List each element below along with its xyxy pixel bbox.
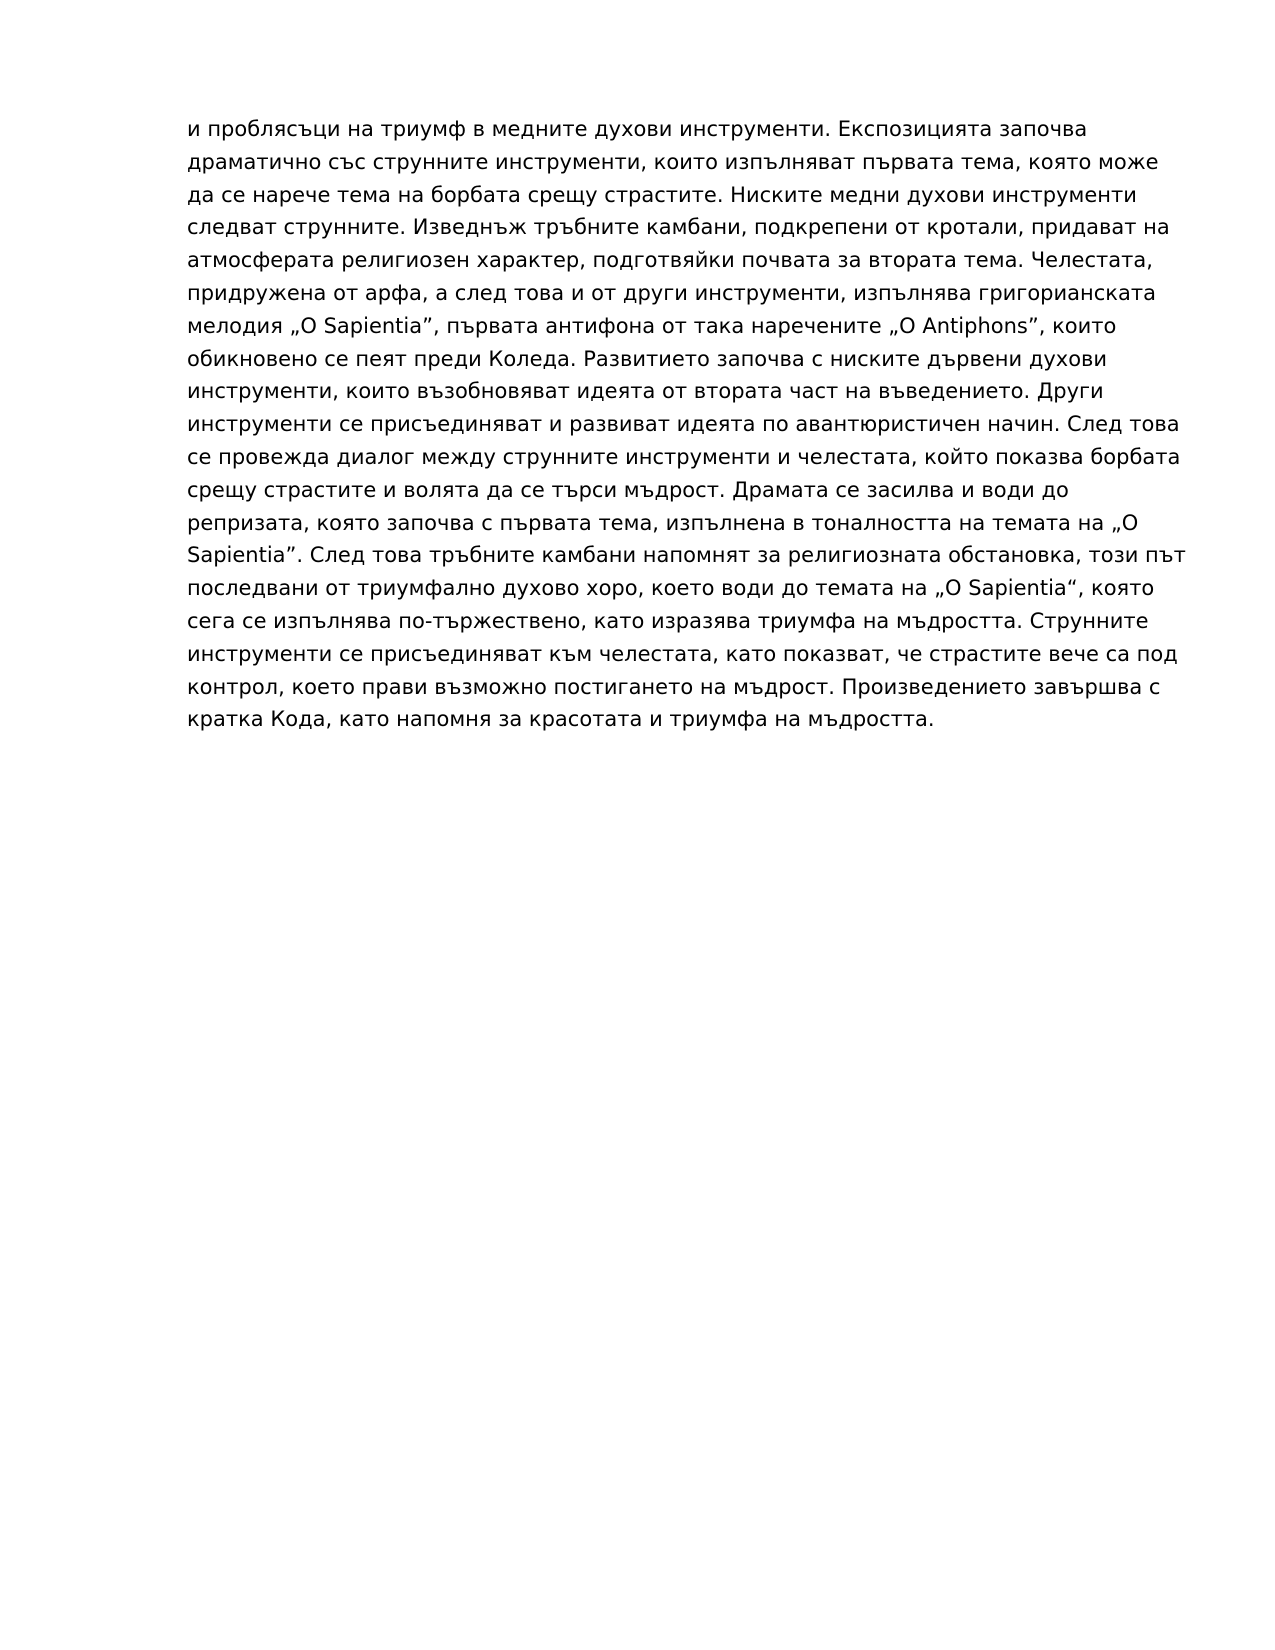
text-line: драматично със струнните инструменти, които изпълняват първата тема, която може — [187, 149, 1159, 174]
body-paragraph — [187, 113, 1207, 736]
text-line: кратка Кода, като напомня за красотата и триумфа на мъдростта. — [187, 707, 935, 732]
text-line: инструменти, които възобновяват идеята от втората част на въведението. Други — [187, 379, 1104, 404]
text-line: обикновено се пеят преди Коледа. Развитието започва с ниските дървени духови — [187, 346, 1108, 371]
text-line: сега се изпълнява по-тържествено, като изразява триумфа на мъдростта. Струнните — [187, 608, 1149, 633]
text-line: инструменти се присъединяват и развиват идеята по авантюристичен начин. След това — [187, 412, 1180, 437]
text-line: и проблясъци на триумф в медните духови инструменти. Експозицията започва — [187, 117, 1088, 141]
text-line: мелодия „О Sapientia”, първата антифона от така наречените „О Antiphons”, които — [187, 313, 1117, 338]
text-line: репризата, която започва с първата тема, изпълнена в тоналността на темата на „О — [187, 510, 1139, 535]
text-line: Sapientia”. След това тръбните камбани напомнят за религиозната обстановка, този път — [187, 543, 1186, 568]
text-line: контрол, което прави възможно постигането на мъдрост. Произведението завършва с — [187, 674, 1161, 699]
text-line: срещу страстите и волята да се търси мъдрост. Драмата се засилва и води до — [187, 477, 1069, 502]
text-line: се провежда диалог между струнните инструменти и челестата, който показва борбата — [187, 444, 1181, 469]
text-line: инструменти се присъединяват към челестата, като показват, че страстите вече са под — [187, 641, 1178, 666]
text-line: да се нарече тема на борбата срещу страстите. Ниските медни духови инструменти — [187, 182, 1137, 207]
text-line: придружена от арфа, а след това и от други инструменти, изпълнява григорианската — [187, 280, 1156, 305]
text-line: последвани от триумфално духово хоро, което води до темата на „О Sapientia“, която — [187, 576, 1155, 601]
text-line: атмосферата религиозен характер, подготвяйки почвата за втората тема. Челестата, — [187, 248, 1153, 273]
text-line: следват струнните. Изведнъж тръбните камбани, подкрепени от кротали, придават на — [187, 215, 1170, 240]
